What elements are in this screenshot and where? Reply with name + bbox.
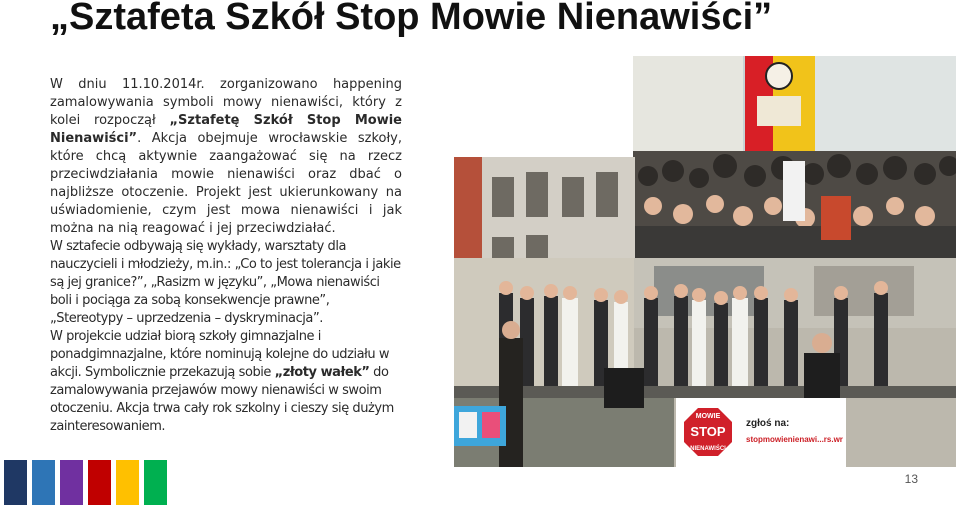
- slide-title: „Sztafeta Szkół Stop Mowie Nienawiści”: [50, 0, 773, 38]
- color-swatch-5: [116, 460, 139, 505]
- stamp-text-top: MOWIE: [695, 413, 721, 420]
- photo-school-hall: [633, 56, 956, 260]
- color-swatch-3: [60, 460, 83, 505]
- stamp-text-bottom: NIENAWIŚCI: [690, 446, 726, 452]
- color-swatch-6: [144, 460, 167, 505]
- banner-text-2: stopmowienienawi...rs.wr: [746, 435, 843, 444]
- schools-bold-roller: „złoty wałek”: [274, 365, 370, 380]
- paragraph-schools: [50, 328, 402, 436]
- color-swatch-4: [88, 460, 111, 505]
- schools-text-b: do zamalowywania przejawów mowy nienawiści w swoim otoczeniu. Akcja trwa cały rok szkolny i cieszy się dużym zainteresowaniem.: [50, 365, 394, 434]
- intro-text-b: . Akcja obejmuje wrocławskie szkoły, które chcą aktywnie zaangażować się na rzecz przeciwdziałania mowie nienawiści oraz dbać o najbliższe otoczenie. Projekt jest ukierunkowany na uświadomienie, czym jest mowa nienawiści i jak można na nią reagować i jej przeciwdziałać.: [50, 131, 402, 236]
- color-swatch-1: [4, 460, 27, 505]
- body-text: [50, 76, 402, 436]
- intro-bold-name: „Sztafetę Szkół Stop Mowie Nienawiści”: [50, 113, 402, 146]
- paragraph-workshops: W sztafecie odbywają się wykłady, warsztaty dla nauczycieli i młodzieży, m.in.: „Co to jest tolerancja i jakie są jej granice?”, „Rasizm w języku”, „Mowa nienawiści boli i pociąga za sobą konsekwencje prawne”, „Stereotypy – uprzedzenia – dyskryminacja”.: [50, 239, 401, 326]
- stamp-text-mid: STOP: [690, 424, 726, 439]
- paragraph-intro: [50, 76, 402, 238]
- banner-text-1: zgłoś na:: [746, 418, 790, 429]
- schools-text-a: W projekcie udział biorą szkoły gimnazjalne i ponadgimnazjalne, które nominują kolejne do udziału w akcji. Symbolicznie przekazują sobie: [50, 329, 390, 380]
- color-swatch-2: [32, 460, 55, 505]
- intro-text-a: W dniu 11.10.2014r. zorganizowano happening zamalowywania symboli mowy nienawiści, który z kolei rozpoczął: [50, 77, 402, 128]
- photo-stage-group: [454, 258, 956, 467]
- page-number: 13: [904, 472, 918, 486]
